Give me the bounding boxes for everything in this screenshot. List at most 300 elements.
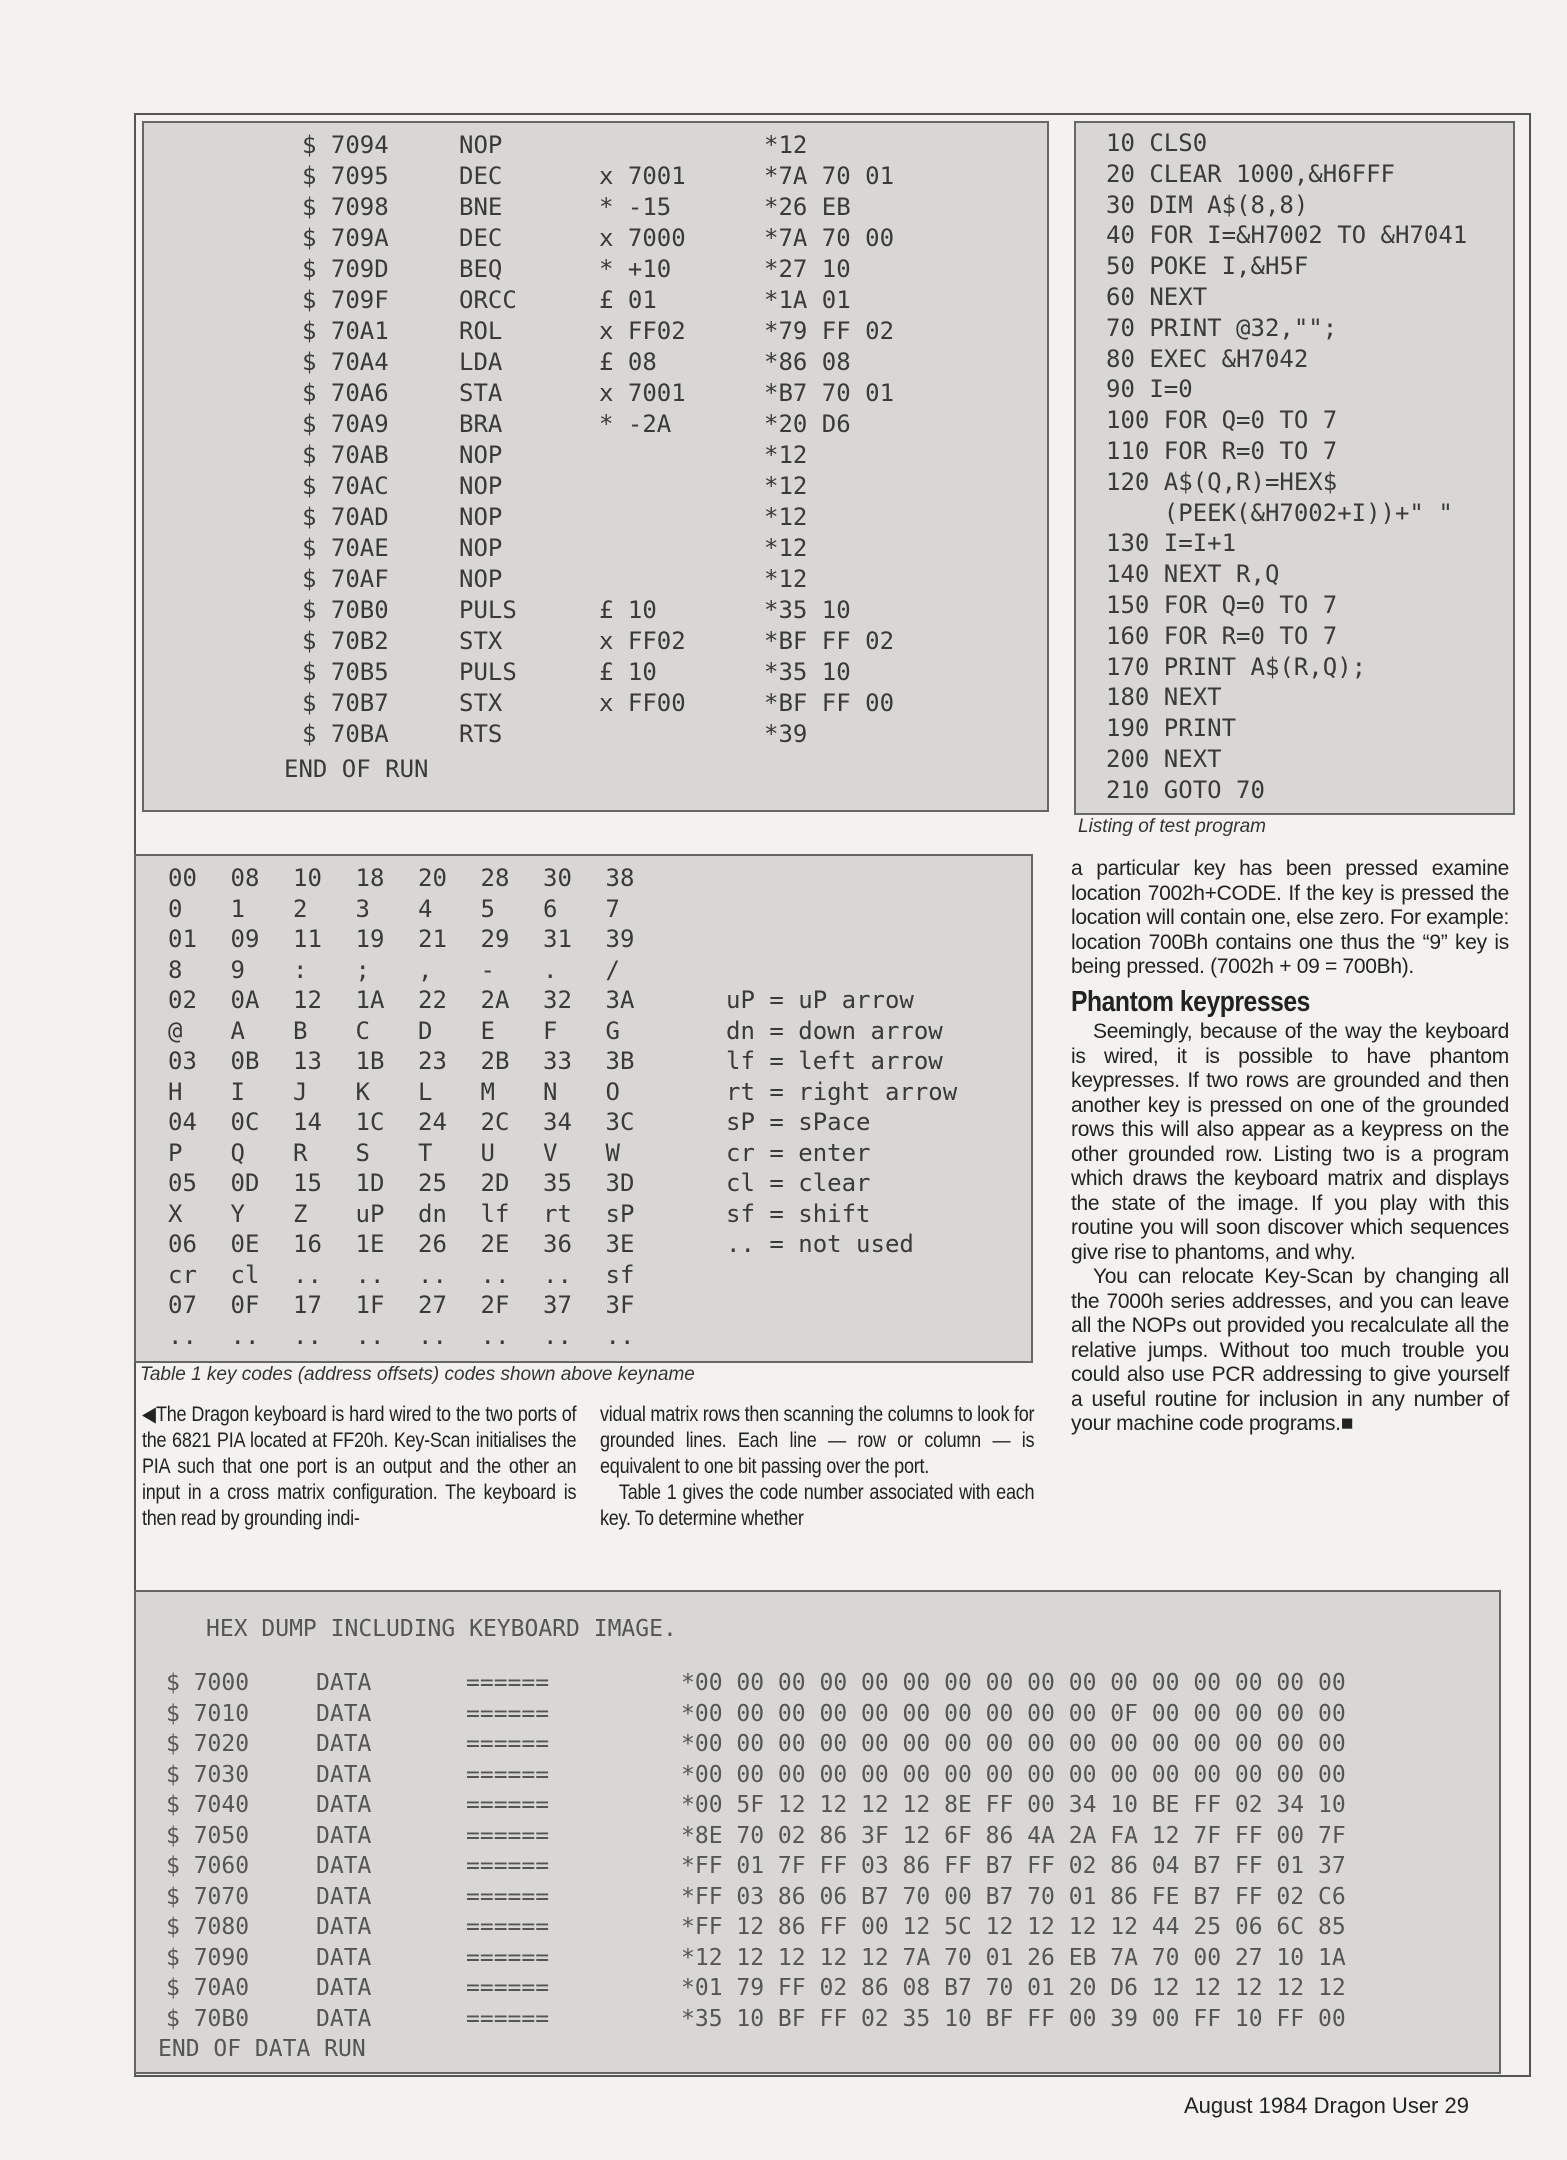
listing-cell: DEC	[459, 162, 503, 190]
hex-cell: ======	[466, 1700, 550, 1727]
basic-line: 50 POKE I,&H5F	[1106, 252, 1309, 281]
listing-cell: £ 10	[599, 658, 657, 686]
table-cell: 18	[355, 864, 385, 892]
table-cell: 09	[230, 925, 260, 953]
page-footer: August 1984 Dragon User 29	[1184, 2093, 1469, 2118]
table-cell: T	[418, 1138, 433, 1167]
table-cell: 14	[293, 1108, 322, 1136]
table-cell: L	[418, 1077, 433, 1106]
hex-cell: ======	[466, 1975, 550, 2001]
table-cell: :	[293, 955, 308, 984]
table-cell: 36	[543, 1230, 572, 1258]
listing-cell: *35 10	[764, 658, 851, 686]
table-cell: 29	[480, 925, 510, 953]
listing-cell: $ 7095	[302, 162, 389, 190]
table-cell: ..	[418, 1321, 447, 1350]
hex-cell: ======	[466, 1853, 550, 1879]
hex-dump-title: HEX DUMP INCLUDING KEYBOARD IMAGE.	[206, 1616, 677, 1642]
table-cell: W	[605, 1138, 620, 1167]
hex-cell: *00 00 00 00 00 00 00 00 00 00 00 00 00 00 00 00	[681, 1761, 1346, 1788]
basic-line: 160 FOR R=0 TO 7	[1106, 621, 1338, 650]
basic-line: 190 PRINT	[1106, 714, 1237, 743]
table-cell: 2E	[480, 1230, 510, 1258]
hex-cell: *00 00 00 00 00 00 00 00 00 00 00 00 00 00 00 00	[681, 1670, 1346, 1696]
table-cell: 12	[293, 986, 322, 1014]
article-paragraph: You can relocate Key-Scan by changing all the 7000h series addresses, and you can leave all the NOPs out provided you recalculate all the relative jumps. Without too much trouble you could also use PCR addressing to give yourself a useful routine for inclusion in any number of your machine code programs.■	[1071, 1265, 1509, 1435]
table-cell: ..	[543, 1260, 572, 1289]
table-cell: @	[168, 1016, 183, 1045]
hex-cell: DATA	[316, 1731, 372, 1757]
table-cell: 16	[293, 1230, 322, 1258]
listing-cell: NOP	[459, 503, 503, 531]
legend-item: rt = right arrow	[726, 1077, 958, 1106]
table-cell: 01	[168, 925, 197, 953]
hex-cell: $ 7050	[166, 1822, 250, 1849]
hex-cell: ======	[466, 1670, 550, 1696]
table-cell: J	[293, 1077, 308, 1106]
table-cell: 07	[168, 1291, 197, 1319]
hex-cell: *FF 01 7F FF 03 86 FF B7 FF 02 86 04 B7 FF 01 37	[681, 1853, 1346, 1879]
listing-cell: £ 01	[599, 286, 657, 314]
table-cell: Q	[230, 1138, 245, 1167]
hex-cell: $ 7010	[166, 1700, 250, 1727]
table-cell: 32	[543, 986, 572, 1014]
listing-cell: *7A 70 00	[764, 224, 895, 252]
listing-cell: NOP	[459, 131, 503, 159]
basic-line: 110 FOR R=0 TO 7	[1106, 437, 1338, 465]
article-column-1	[142, 1402, 576, 1532]
table-cell: 1	[230, 894, 245, 923]
listing-cell: BNE	[459, 193, 503, 221]
article-paragraph: a particular key has been pressed examine location 7002h+CODE. If the key is pressed the location will contain one, else zero. For example: location 700Bh contains one thus the “9” key is being pressed. (7002h + 09 = 700Bh).	[1071, 857, 1509, 978]
table-cell: D	[418, 1016, 433, 1045]
legend-item: cl = clear	[726, 1169, 871, 1197]
hex-cell: $ 7060	[166, 1853, 250, 1879]
table-cell: 0D	[230, 1169, 260, 1197]
table-cell: R	[293, 1138, 308, 1167]
table-cell: 19	[355, 925, 385, 953]
table-cell: 25	[418, 1169, 447, 1197]
basic-line: 30 DIM A$(8,8)	[1106, 190, 1309, 219]
hex-cell: DATA	[316, 1700, 372, 1727]
basic-listing	[1074, 121, 1515, 815]
listing-cell: x FF00	[599, 689, 686, 717]
table-cell: 4	[418, 894, 433, 923]
table-cell: 02	[168, 986, 197, 1014]
listing-cell: BEQ	[459, 255, 503, 283]
table-cell: 2	[293, 894, 308, 923]
table-cell: 15	[293, 1169, 322, 1197]
listing-cell: * -15	[599, 193, 672, 221]
table-cell: 0C	[230, 1108, 260, 1136]
table-cell: 3C	[605, 1108, 635, 1136]
listing-cell: NOP	[459, 441, 503, 469]
hex-cell: *35 10 BF FF 02 35 10 BF FF 00 39 00 FF 10 FF 00	[681, 2005, 1346, 2032]
listing-cell: $ 70A1	[302, 317, 389, 345]
listing-cell: $ 70AF	[302, 565, 389, 593]
hex-cell: DATA	[316, 2005, 372, 2032]
basic-line: 100 FOR Q=0 TO 7	[1106, 406, 1338, 435]
table-cell: 21	[418, 925, 447, 953]
legend-item: sf = shift	[726, 1199, 871, 1228]
key-table-caption: Table 1 key codes (address offsets) codes shown above keyname	[140, 1364, 695, 1385]
legend-item: dn = down arrow	[726, 1016, 943, 1045]
table-cell: 3A	[605, 986, 635, 1014]
table-cell: 6	[543, 894, 558, 923]
table-cell: 11	[293, 925, 322, 953]
table-cell: sf	[605, 1260, 635, 1289]
table-cell: /	[605, 955, 620, 984]
basic-line: 210 GOTO 70	[1106, 775, 1265, 804]
table-cell: rt	[543, 1199, 572, 1228]
table-cell: 3	[355, 894, 370, 923]
listing-cell: *12	[764, 503, 808, 531]
listing-cell: $ 7098	[302, 193, 389, 221]
table-cell: 35	[543, 1169, 572, 1197]
listing-cell: $ 7094	[302, 131, 389, 159]
listing-cell: $ 70B0	[302, 596, 389, 624]
section-heading: Phantom keypresses	[1071, 985, 1310, 1018]
legend-item: uP = uP arrow	[726, 986, 914, 1014]
key-code-table	[134, 854, 1033, 1363]
end-of-run: END OF RUN	[284, 755, 429, 783]
table-cell: N	[543, 1077, 558, 1106]
listing-cell: STA	[459, 379, 503, 407]
table-cell: 2A	[480, 986, 510, 1014]
listing-cell: *12	[764, 472, 808, 500]
hex-cell: $ 7070	[166, 1883, 250, 1910]
hex-cell: DATA	[316, 1822, 372, 1849]
table-cell: dn	[418, 1199, 447, 1228]
table-cell: E	[480, 1016, 495, 1045]
assembly-listing	[142, 121, 1049, 812]
table-cell: 31	[543, 925, 572, 953]
table-cell: 06	[168, 1230, 197, 1258]
hex-cell: ======	[466, 1731, 550, 1757]
listing-cell: STX	[459, 689, 503, 717]
hex-cell: DATA	[316, 1853, 372, 1879]
table-cell: 03	[168, 1047, 197, 1075]
table-cell: ..	[605, 1321, 635, 1350]
table-cell: K	[355, 1077, 370, 1106]
listing-cell: *12	[764, 534, 808, 562]
table-cell: C	[355, 1016, 370, 1045]
listing-cell: *86 08	[764, 348, 851, 376]
table-cell: ..	[480, 1321, 510, 1350]
hex-cell: $ 7090	[166, 1944, 250, 1971]
hex-cell: $ 7030	[166, 1761, 250, 1788]
basic-line: 170 PRINT A$(R,Q);	[1106, 652, 1367, 681]
table-cell: ..	[293, 1260, 322, 1289]
article-paragraph: Table 1 gives the code number associated with each key. To determine whether	[600, 1481, 1035, 1530]
table-cell: 2D	[480, 1169, 510, 1197]
hex-cell: DATA	[316, 1670, 372, 1696]
table-cell: 27	[418, 1291, 447, 1319]
hex-cell: ======	[466, 1761, 550, 1788]
listing-cell: x 7001	[599, 379, 686, 407]
table-cell: F	[543, 1016, 558, 1045]
hex-cell: ======	[466, 1883, 550, 1910]
listing-cell: *BF FF 02	[764, 627, 895, 655]
hex-cell: DATA	[316, 1761, 372, 1788]
hex-cell: *00 5F 12 12 12 12 8E FF 00 34 10 BE FF 02 34 10	[681, 1792, 1346, 1818]
basic-line: 70 PRINT @32,"";	[1106, 313, 1338, 342]
listing-cell: x FF02	[599, 627, 686, 655]
table-cell: 1A	[355, 986, 385, 1014]
legend-item: .. = not used	[726, 1230, 914, 1258]
legend-item: lf = left arrow	[726, 1047, 943, 1075]
table-cell: 0E	[230, 1230, 260, 1258]
table-cell: 3E	[605, 1230, 635, 1258]
hex-cell: $ 7040	[166, 1792, 250, 1818]
listing-cell: PULS	[459, 596, 517, 624]
hex-cell: ======	[466, 1792, 550, 1818]
hex-cell: $ 70B0	[166, 2005, 250, 2032]
hex-cell: $ 7020	[166, 1731, 250, 1757]
listing-cell: $ 70B2	[302, 627, 389, 655]
basic-line: 10 CLS0	[1106, 129, 1208, 157]
table-cell: 22	[418, 986, 447, 1014]
hex-cell: ======	[466, 1944, 550, 1971]
table-cell: lf	[480, 1199, 510, 1228]
table-cell: 28	[480, 864, 510, 892]
table-cell: 34	[543, 1108, 572, 1136]
listing-cell: $ 70B5	[302, 658, 389, 686]
table-cell: 3B	[605, 1047, 635, 1075]
basic-line: 200 NEXT	[1106, 745, 1222, 773]
hex-cell: $ 7080	[166, 1914, 250, 1940]
table-cell: 26	[418, 1230, 447, 1258]
listing-cell: ORCC	[459, 286, 517, 314]
table-cell: 1E	[355, 1230, 385, 1258]
table-cell: 0F	[230, 1291, 260, 1319]
basic-line: 80 EXEC &H7042	[1106, 344, 1309, 373]
table-cell: P	[168, 1138, 183, 1167]
basic-line: 40 FOR I=&H7002 TO &H7041	[1106, 221, 1468, 250]
basic-line: 150 FOR Q=0 TO 7	[1106, 591, 1338, 619]
listing-cell: $ 70B7	[302, 689, 389, 717]
hex-cell: $ 70A0	[166, 1975, 250, 2001]
hex-cell: ======	[466, 1914, 550, 1940]
table-cell: .	[543, 955, 558, 984]
listing-cell: NOP	[459, 565, 503, 593]
listing-cell: $ 709D	[302, 255, 389, 283]
table-cell: ..	[355, 1260, 385, 1289]
table-cell: 37	[543, 1291, 572, 1319]
hex-cell: DATA	[316, 1792, 372, 1818]
listing-cell: £ 10	[599, 596, 657, 624]
article-paragraph: Seemingly, because of the way the keyboard is wired, it is possible to have phantom keypresses. If two rows are grounded and then another key is pressed on one of the grounded rows this will also appear as a keypress on the other grounded row. Listing two is a program which draws the keyboard matrix and displays the state of the image. If you play with this routine you will soon discover which sequences give rise to phantoms, and why.	[1071, 1020, 1509, 1264]
article-paragraph: vidual matrix rows then scanning the columns to look for grounded lines. Each line — row or column — is equivalent to one bit passing over the port.	[600, 1403, 1035, 1478]
hex-cell: DATA	[316, 1914, 372, 1940]
listing-cell: $ 70AD	[302, 503, 389, 531]
listing-cell: * -2A	[599, 410, 672, 438]
table-cell: S	[355, 1138, 370, 1167]
listing-cell: *12	[764, 441, 808, 469]
basic-line: 90 I=0	[1106, 375, 1193, 404]
table-cell: 00	[168, 864, 197, 892]
table-cell: 0	[168, 894, 183, 923]
hex-cell: *8E 70 02 86 3F 12 6F 86 4A 2A FA 12 7F FF 00 7F	[681, 1822, 1346, 1849]
table-cell: 7	[605, 894, 620, 923]
basic-line: 120 A$(Q,R)=HEX$	[1106, 467, 1338, 496]
listing-cell: *12	[764, 565, 808, 593]
table-cell: H	[168, 1077, 183, 1106]
article-column-3	[1071, 857, 1509, 1437]
hex-cell: *00 00 00 00 00 00 00 00 00 00 00 00 00 00 00 00	[681, 1731, 1346, 1757]
article-paragraph: ◀The Dragon keyboard is hard wired to the two ports of the 6821 PIA located at FF20h. Key-Scan initialises the PIA such that one port is an output and the other an input in a cross matrix configuration. The keyboard is then read by grounding indi-	[142, 1403, 577, 1530]
listing-cell: BRA	[459, 410, 503, 438]
table-cell: -	[480, 955, 495, 984]
listing-cell: RTS	[459, 720, 503, 748]
table-cell: 1F	[355, 1291, 385, 1319]
listing-cell: $ 709F	[302, 286, 389, 314]
listing-cell: *79 FF 02	[764, 317, 895, 345]
listing-cell: $ 70AB	[302, 441, 389, 469]
table-cell: cr	[168, 1260, 197, 1289]
hex-cell: *00 00 00 00 00 00 00 00 00 00 0F 00 00 00 00 00	[681, 1700, 1346, 1727]
listing-cell: *B7 70 01	[764, 379, 895, 407]
table-cell: 23	[418, 1047, 447, 1075]
table-cell: ..	[543, 1321, 572, 1350]
table-cell: ;	[355, 955, 370, 984]
hex-cell: *FF 03 86 06 B7 70 00 B7 70 01 86 FE B7 FF 02 C6	[681, 1883, 1346, 1910]
table-cell: ..	[418, 1260, 447, 1289]
table-cell: ,	[418, 955, 433, 984]
table-cell: 0B	[230, 1047, 260, 1075]
listing-cell: *1A 01	[764, 286, 851, 314]
table-cell: Y	[230, 1199, 245, 1228]
table-cell: ..	[480, 1260, 510, 1289]
table-cell: 1D	[355, 1169, 385, 1197]
table-cell: 17	[293, 1291, 322, 1319]
table-cell: G	[605, 1016, 620, 1045]
basic-line: 130 I=I+1	[1106, 529, 1237, 558]
listing-cell: NOP	[459, 534, 503, 562]
table-cell: V	[543, 1138, 558, 1167]
listing-cell: *35 10	[764, 596, 851, 624]
legend-item: cr = enter	[726, 1138, 871, 1167]
table-cell: 1B	[355, 1047, 385, 1075]
table-cell: 2C	[480, 1108, 510, 1136]
table-cell: ..	[230, 1321, 260, 1350]
legend-item: sP = sPace	[726, 1108, 871, 1136]
listing-cell: * +10	[599, 255, 672, 283]
table-cell: 0A	[230, 986, 260, 1014]
table-cell: M	[480, 1077, 495, 1106]
listing-cell: *26 EB	[764, 193, 851, 221]
listing-cell: DEC	[459, 224, 503, 252]
table-cell: O	[605, 1077, 620, 1106]
listing-cell: *12	[764, 131, 808, 159]
table-cell: Z	[293, 1199, 308, 1228]
listing-cell: *27 10	[764, 255, 851, 283]
table-cell: 9	[230, 955, 245, 984]
listing-cell: STX	[459, 627, 503, 655]
basic-line: 60 NEXT	[1106, 283, 1208, 311]
table-cell: 04	[168, 1108, 197, 1136]
basic-listing-caption: Listing of test program	[1078, 816, 1266, 837]
table-cell: 20	[418, 864, 447, 892]
table-cell: ..	[355, 1321, 385, 1350]
table-cell: cl	[230, 1260, 260, 1289]
table-cell: 5	[480, 894, 495, 923]
listing-cell: $ 70BA	[302, 720, 389, 748]
table-cell: uP	[355, 1199, 385, 1228]
listing-cell: $ 709A	[302, 224, 389, 252]
listing-cell: $ 70AC	[302, 472, 389, 500]
basic-line: 140 NEXT R,Q	[1106, 560, 1280, 589]
listing-cell: $ 70A6	[302, 379, 389, 407]
table-cell: 3F	[605, 1291, 635, 1319]
listing-cell: LDA	[459, 348, 503, 376]
hex-cell: *FF 12 86 FF 00 12 5C 12 12 12 12 44 25 06 6C 85	[681, 1914, 1346, 1940]
table-cell: ..	[293, 1321, 322, 1350]
listing-cell: £ 08	[599, 348, 657, 376]
listing-cell: *BF FF 00	[764, 689, 895, 717]
hex-cell: ======	[466, 1822, 550, 1849]
listing-cell: *39	[764, 720, 808, 748]
hex-cell: *12 12 12 12 12 7A 70 01 26 EB 7A 70 00 27 10 1A	[681, 1944, 1346, 1971]
listing-cell: $ 70A9	[302, 410, 389, 438]
hex-cell: DATA	[316, 1975, 372, 2001]
hex-cell: *01 79 FF 02 86 08 B7 70 01 20 D6 12 12 12 12 12	[681, 1975, 1346, 2001]
listing-cell: x 7000	[599, 224, 686, 252]
hex-cell: $ 7000	[166, 1670, 250, 1696]
listing-cell: NOP	[459, 472, 503, 500]
table-cell: sP	[605, 1199, 635, 1228]
table-cell: 1C	[355, 1108, 385, 1136]
table-cell: 10	[293, 864, 322, 892]
table-cell: X	[168, 1199, 183, 1228]
table-cell: 30	[543, 864, 572, 892]
table-cell: A	[230, 1016, 245, 1045]
basic-line: (PEEK(&H7002+I))+" "	[1106, 498, 1453, 527]
table-cell: 39	[605, 925, 635, 953]
table-cell: U	[480, 1138, 495, 1167]
basic-line: 180 NEXT	[1106, 683, 1222, 712]
table-cell: 05	[168, 1169, 197, 1197]
listing-cell: $ 70AE	[302, 534, 389, 562]
listing-cell: $ 70A4	[302, 348, 389, 376]
table-cell: 3D	[605, 1169, 635, 1197]
listing-cell: *20 D6	[764, 410, 851, 438]
hex-cell: DATA	[316, 1944, 372, 1971]
listing-cell: PULS	[459, 658, 517, 686]
article-column-2	[600, 1402, 1034, 1532]
table-cell: 24	[418, 1108, 447, 1136]
table-cell: 38	[605, 864, 635, 892]
table-cell: 2F	[480, 1291, 510, 1319]
listing-cell: ROL	[459, 317, 503, 345]
basic-line: 20 CLEAR 1000,&H6FFF	[1106, 159, 1395, 188]
table-cell: 2B	[480, 1047, 510, 1075]
table-cell: I	[230, 1077, 245, 1106]
table-cell: 13	[293, 1047, 322, 1075]
table-cell: 08	[230, 864, 260, 892]
listing-cell: x FF02	[599, 317, 686, 345]
table-cell: ..	[168, 1321, 197, 1350]
hex-dump-listing	[134, 1590, 1501, 2074]
hex-cell: DATA	[316, 1883, 372, 1910]
table-cell: 8	[168, 955, 183, 984]
table-cell: B	[293, 1016, 308, 1045]
listing-cell: *7A 70 01	[764, 162, 895, 190]
end-of-data-run: END OF DATA RUN	[158, 2036, 366, 2062]
listing-cell: x 7001	[599, 162, 686, 190]
table-cell: 33	[543, 1047, 572, 1075]
hex-cell: ======	[466, 2005, 550, 2032]
